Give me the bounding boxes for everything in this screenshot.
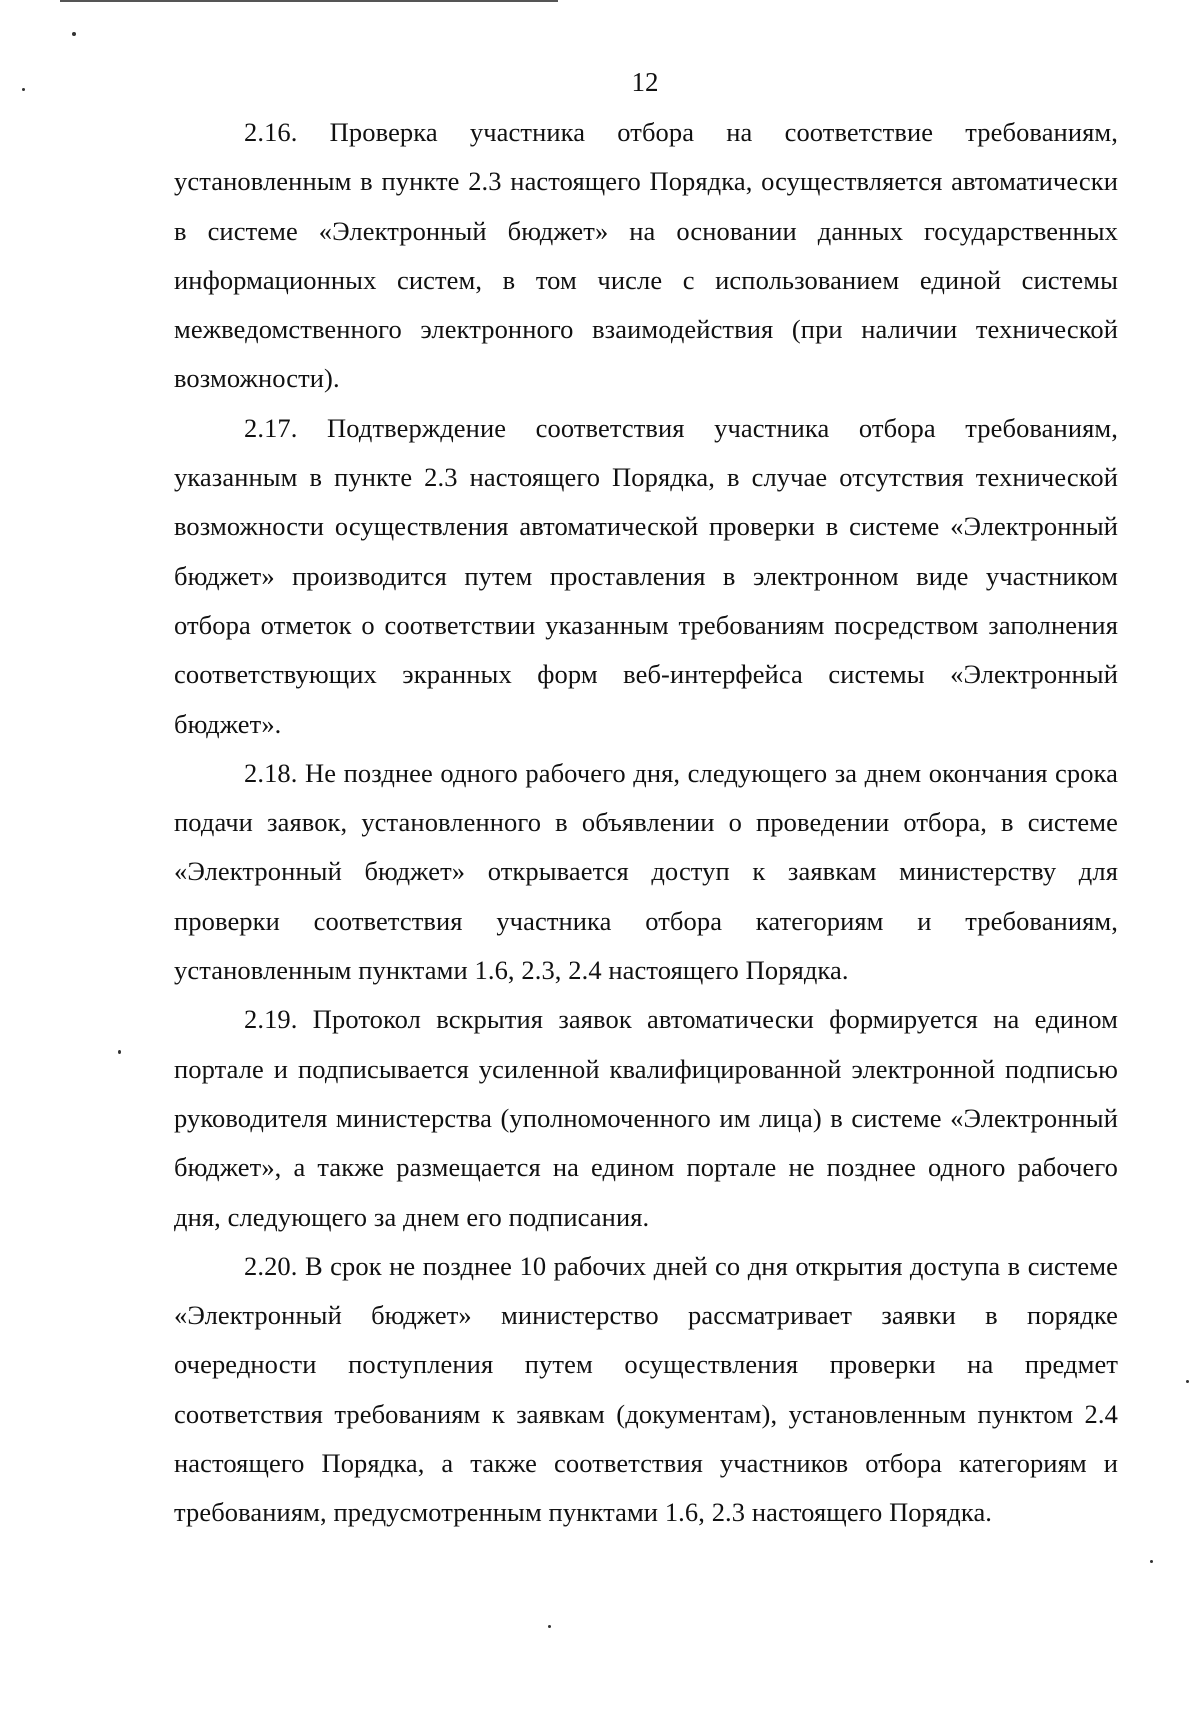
scan-speck bbox=[1150, 1560, 1153, 1563]
top-rule bbox=[60, 0, 558, 2]
paragraph-2-17: 2.17. Подтверждение соответствия участника отбора требованиям, указанным в пункте 2.3 настоящего Порядка, в случае отсутствия технической возможности осуществления автоматической проверки в системе «Электронный бюджет» производится путем проставления в электронном виде участником отбора отметок о соответствии указанным требованиям посредством заполнения соответствующих экранных форм веб-интерфейса системы «Электронный бюджет». bbox=[174, 412, 1118, 739]
scan-speck bbox=[22, 88, 25, 91]
scan-speck bbox=[548, 1625, 551, 1628]
paragraph-2-19: 2.19. Протокол вскрытия заявок автоматически формируется на едином портале и подписывается усиленной квалифицированной электронной подписью руководителя министерства (уполномоченного им лица) в системе «Электронный бюджет», а также размещается на едином портале не позднее одного рабочего дня, следующего за днем его подписания. bbox=[174, 1004, 1118, 1232]
paragraph-2-18: 2.18. Не позднее одного рабочего дня, следующего за днем окончания срока подачи заявок, установленного в объявлении о проведении отбора, в системе «Электронный бюджет» открывается доступ к заявкам министерству для проверки соответствия участника отбора категориям и требованиям, установленным пунктами 1.6, 2.3, 2.4 настоящего Порядка. bbox=[174, 757, 1118, 986]
document-body bbox=[174, 108, 1118, 1538]
scan-speck bbox=[72, 32, 76, 36]
scan-speck bbox=[1186, 1380, 1189, 1383]
page-number: 12 bbox=[631, 67, 659, 97]
scan-speck bbox=[118, 1050, 121, 1054]
paragraph-2-20: 2.20. В срок не позднее 10 рабочих дней со дня открытия доступа в системе «Электронный бюджет» министерство рассматривает заявки в порядке очередности поступления путем осуществления проверки на предмет соответствия требованиям к заявкам (документам), установленным пунктом 2.4 настоящего Порядка, а также соответствия участников отбора категориям и требованиям, предусмотренным пунктами 1.6, 2.3 настоящего Порядка. bbox=[174, 1250, 1118, 1528]
paragraph-2-16: 2.16. Проверка участника отбора на соответствие требованиям, установленным в пункте 2.3 настоящего Порядка, осуществляется автоматически в системе «Электронный бюджет» на основании данных государственных информационных систем, в том числе с использованием единой системы межведомственного электронного взаимодействия (при наличии технической возможности). bbox=[174, 117, 1118, 394]
